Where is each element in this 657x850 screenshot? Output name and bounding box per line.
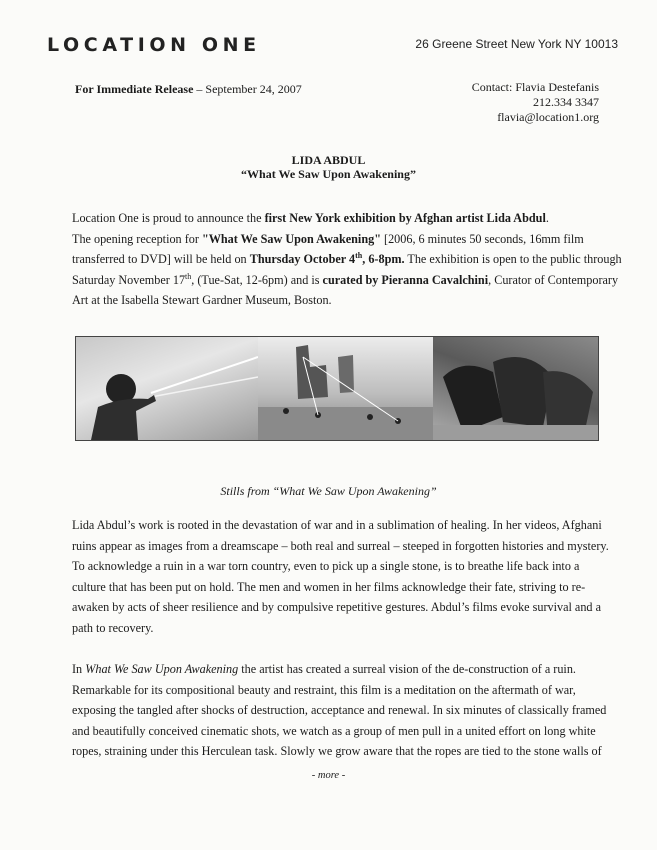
film-stills bbox=[75, 336, 599, 441]
text: Saturday November 17 bbox=[72, 272, 186, 287]
text: , Curator of Contemporary bbox=[488, 272, 619, 287]
body-line: culture that has been put on hold. The men and women in her films acknowledge their fate, striving to re- bbox=[72, 579, 586, 594]
text-bold bbox=[250, 252, 405, 266]
still-3-graphic bbox=[433, 337, 598, 440]
superscript: th bbox=[355, 250, 363, 260]
intro-line bbox=[72, 249, 622, 270]
body-paragraph-1 bbox=[72, 515, 612, 638]
contact-name: Contact: Flavia Destefanis bbox=[471, 80, 599, 94]
text: the artist has created a surreal vision of the de-construction of a ruin. bbox=[238, 662, 576, 676]
body-line: Remarkable for its compositional beauty and restraint, this film is a meditation on the aftermath of war, bbox=[72, 682, 576, 697]
body-line bbox=[72, 659, 612, 680]
intro-line: Art at the Isabella Stewart Gardner Museum, Boston. bbox=[72, 293, 332, 307]
artist-name: LIDA ABDUL bbox=[291, 153, 366, 167]
text-bold: "What We Saw Upon Awakening" bbox=[201, 231, 381, 246]
release-line bbox=[75, 82, 302, 97]
body-line: path to recovery. bbox=[72, 620, 154, 635]
text: , (Tue-Sat, 12-6pm) and is bbox=[191, 272, 323, 287]
body-line: awaken by acts of sheer resilience and by compulsive repetitive gestures. Abdul’s films evoke survival and a bbox=[72, 600, 601, 614]
release-date: – September 24, 2007 bbox=[193, 82, 302, 96]
text-bold: first New York exhibition by Afghan artist Lida Abdul bbox=[264, 211, 546, 225]
body-line: ropes, straining under this Herculean task. Slowly we grow aware that the ropes are tied to the stone walls of bbox=[72, 744, 602, 758]
contact-block bbox=[380, 80, 599, 125]
text: [2006, 6 minutes 50 seconds, 16mm film bbox=[380, 231, 584, 246]
superscript: th bbox=[185, 271, 192, 281]
text: The opening reception for bbox=[72, 231, 202, 246]
still-image-men-pulling bbox=[433, 337, 598, 440]
intro-line bbox=[72, 208, 612, 229]
text: In bbox=[72, 662, 86, 676]
body-line: To acknowledge a ruin in a war torn country, even to pick up a single stone, is to breathe life back into a bbox=[72, 559, 580, 573]
body-line: Lida Abdul’s work is rooted in the devastation of war and in a sublimation of healing. In her videos, Afghani bbox=[72, 518, 602, 532]
text-bold: curated by Pieranna Cavalchini bbox=[322, 272, 489, 287]
still-image-boy-with-rope bbox=[76, 337, 258, 440]
title-block bbox=[0, 153, 657, 181]
still-2-graphic bbox=[258, 337, 433, 440]
text: Location One is proud to announce the bbox=[72, 211, 265, 225]
address: 26 Greene Street New York NY 10013 bbox=[415, 37, 618, 51]
image-caption: Stills from “What We Saw Upon Awakening” bbox=[220, 484, 437, 498]
text: The exhibition is open to the public through bbox=[404, 252, 622, 266]
intro-line bbox=[72, 270, 619, 291]
body-line: exposing the tangled after shocks of destruction, acceptance and renewal. In six minutes of classically framed bbox=[72, 703, 607, 717]
body-line: and beautifully conceived cinematic shots, we watch as a group of men pull in a united effort on long white bbox=[72, 723, 596, 738]
text: , 6-8pm. bbox=[362, 252, 405, 266]
still-1-graphic bbox=[76, 337, 258, 440]
work-title: “What We Saw Upon Awakening” bbox=[241, 167, 416, 181]
intro-line bbox=[72, 229, 612, 250]
intro-paragraph bbox=[72, 208, 622, 311]
body-paragraph-2 bbox=[72, 659, 612, 762]
body-line: ruins appear as images from a dreamscape – both real and surreal – steeped in forgotten histories and mystery. bbox=[72, 538, 609, 553]
more-indicator: - more - bbox=[311, 770, 346, 781]
still-image-ruin bbox=[258, 337, 433, 440]
text: Thursday October 4 bbox=[249, 252, 356, 266]
contact-phone: 212.334 3347 bbox=[533, 95, 599, 109]
text: . bbox=[545, 211, 549, 225]
text: transferred to DVD] will be held on bbox=[72, 252, 250, 266]
contact-email: flavia@location1.org bbox=[497, 110, 599, 124]
logo: LOCATION ONE bbox=[47, 34, 261, 56]
text-italic: What We Saw Upon Awakening bbox=[85, 662, 239, 676]
release-label: For Immediate Release bbox=[75, 82, 194, 96]
